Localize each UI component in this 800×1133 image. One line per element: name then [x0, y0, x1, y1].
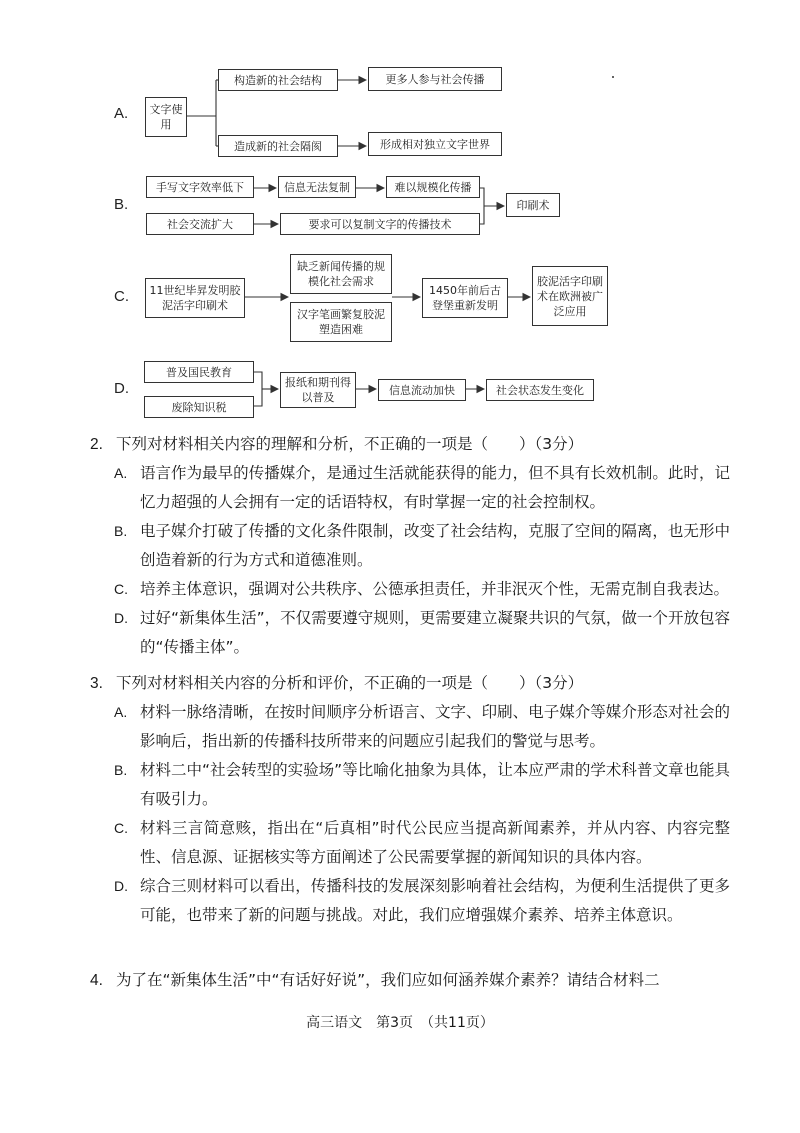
diagram-c-obstacle2: 汉字笔画繁复胶泥塑造困难: [290, 302, 392, 342]
option-text: 过好“新集体生活”，不仅需要遵守规则，更需要建立凝聚共识的气氛，做一个开放包容的“传播主体”。: [140, 609, 730, 656]
question-stem: 下列对材料相关内容的理解和分析，不正确的一项是（ ）（3分）: [116, 435, 584, 453]
option-text: 综合三则材料可以看出，传播科技的发展深刻影响着社会结构，为便利生活提供了更多可能，也带来了新的问题与挑战。对此，我们应增强媒介素养、培养主体意识。: [140, 877, 730, 924]
diagram-a-branch2: 造成新的社会隔阂: [218, 135, 338, 157]
option-text: 材料一脉络清晰，在按时间顺序分析语言、文字、印刷、电子媒介等媒介形态对社会的影响后，指出新的传播科技所带来的问题应引起我们的警觉与思考。: [140, 703, 730, 750]
diagram-b-step1: 手写文字效率低下: [146, 176, 254, 198]
diagram-d-step1: 报纸和期刊得以普及: [280, 372, 356, 408]
diagram-c-mid: 1450年前后古登堡重新发明: [422, 278, 508, 318]
option-letter: D.: [114, 878, 128, 894]
diagram-letter-d: D.: [114, 380, 129, 397]
scan-speck: [612, 76, 614, 78]
diagram-a-branch1: 构造新的社会结构: [218, 69, 338, 91]
question-number: 3.: [90, 675, 103, 692]
diagram-b-step2: 信息无法复制: [278, 176, 356, 198]
diagram-a-branch2-result: 形成相对独立文字世界: [368, 132, 502, 156]
diagram-a-source: 文字使用: [145, 97, 187, 137]
diagram-b-step3: 难以规模化传播: [386, 176, 480, 198]
option-letter: A.: [114, 465, 128, 481]
diagram-b-step4: 社会交流扩大: [146, 213, 254, 235]
diagram-letter-b: B.: [114, 196, 129, 213]
option-letter: B.: [114, 523, 128, 539]
question-number: 2.: [90, 436, 103, 453]
diagram-c-obstacle1: 缺乏新闻传播的规模化社会需求: [290, 254, 392, 294]
question-stem: 下列对材料相关内容的分析和评价，不正确的一项是（ ）（3分）: [116, 674, 584, 692]
option-letter: C.: [114, 820, 128, 836]
diagram-c-result: 胶泥活字印刷术在欧洲被广泛应用: [532, 266, 608, 326]
option-letter: D.: [114, 610, 128, 626]
diagram-d-result: 社会状态发生变化: [486, 379, 594, 401]
diagram-letter-a: A.: [114, 105, 129, 122]
diagram-letter-c: C.: [114, 288, 129, 305]
option-text: 材料二中“社会转型的实验场”等比喻化抽象为具体，让本应严肃的学术科普文章也能具有吸引力。: [140, 761, 730, 808]
diagram-b-step5: 要求可以复制文字的传播技术: [280, 213, 480, 235]
option-letter: C.: [114, 581, 128, 597]
question-number: 4.: [90, 972, 103, 989]
option-text: 材料三言简意赅，指出在“后真相”时代公民应当提高新闻素养，并从内容、内容完整性、信息源、证据核实等方面阐述了公民需要掌握的新闻知识的具体内容。: [140, 819, 730, 866]
option-text: 培养主体意识，强调对公共秩序、公德承担责任，并非泯灭个性，无需克制自我表达。: [140, 580, 730, 598]
diagram-d-step2: 信息流动加快: [378, 379, 466, 401]
option-text: 电子媒介打破了传播的文化条件限制，改变了社会结构，克服了空间的隔离，也无形中创造着新的行为方式和道德准则。: [140, 522, 730, 569]
page-footer: 高三语文 第3页 （共11页）: [306, 1015, 494, 1031]
diagram-a-branch1-result: 更多人参与社会传播: [368, 67, 502, 91]
diagram-d-cause1: 普及国民教育: [144, 361, 254, 383]
option-letter: A.: [114, 704, 128, 720]
diagram-d-cause2: 废除知识税: [144, 396, 254, 418]
diagram-b-result: 印刷术: [506, 193, 560, 217]
option-text: 语言作为最早的传播媒介，是通过生活就能获得的能力，但不具有长效机制。此时，记忆力超强的人会拥有一定的话语特权，有时掌握一定的社会控制权。: [140, 464, 730, 511]
option-letter: B.: [114, 762, 128, 778]
diagram-c-source: 11世纪毕昇发明胶泥活字印刷术: [145, 278, 245, 318]
question-stem: 为了在“新集体生活”中“有话好好说”，我们应如何涵养媒介素养？请结合材料二: [116, 971, 660, 989]
